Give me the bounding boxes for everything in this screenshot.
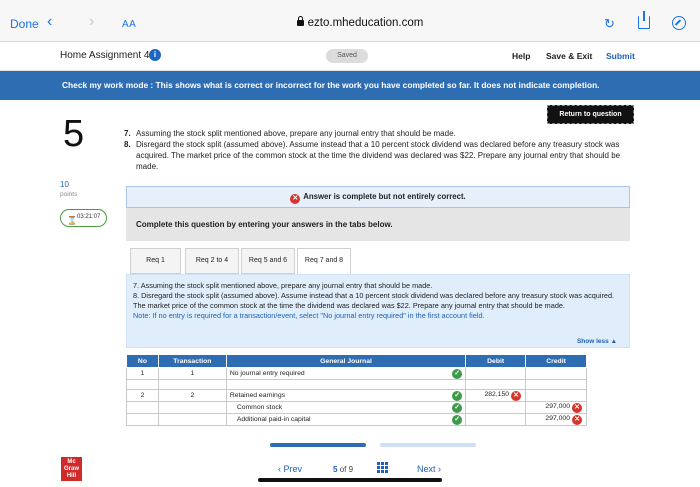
lock-icon (297, 20, 304, 26)
account-select[interactable] (226, 414, 465, 426)
save-exit-button[interactable]: Save & Exit (546, 51, 593, 61)
saved-badge: Saved (326, 49, 368, 63)
col-credit: Credit (526, 355, 587, 368)
timer-badge[interactable] (60, 209, 107, 227)
logo-line: Graw (63, 466, 79, 472)
table-row (127, 390, 587, 402)
table-row (127, 402, 587, 414)
spacer-cell (466, 380, 526, 390)
assignment-title: Home Assignment 4 (60, 50, 150, 61)
row-no: 1 (127, 368, 159, 380)
answer-status (126, 186, 630, 208)
spacer-cell (127, 380, 159, 390)
page-indicator (333, 465, 353, 474)
question-item-number: 8. (124, 140, 131, 149)
next-label: Next (417, 464, 436, 474)
timer-text: 03:21:07 (77, 214, 101, 220)
share-icon[interactable] (638, 16, 650, 29)
return-to-question-button[interactable]: Return to question (547, 105, 634, 124)
incorrect-icon: ✕ (572, 403, 582, 413)
tab-req-5-and-6[interactable]: Req 5 and 6 (241, 248, 295, 274)
grid-icon[interactable] (377, 462, 388, 473)
compass-icon[interactable] (672, 16, 686, 30)
correct-icon: ✓ (452, 369, 462, 379)
assignment-header (0, 42, 700, 71)
submit-button[interactable]: Submit (606, 51, 635, 61)
general-journal-table (126, 354, 587, 426)
incorrect-icon: ✕ (290, 194, 300, 204)
col-general-journal: General Journal (226, 355, 465, 368)
question-item (124, 139, 634, 172)
home-indicator (258, 478, 442, 482)
incorrect-icon: ✕ (572, 415, 582, 425)
prev-button[interactable] (278, 464, 302, 474)
prev-label: Prev (283, 464, 303, 474)
incorrect-icon: ✕ (511, 391, 521, 401)
chevron-right-icon: › (438, 464, 442, 474)
info-icon[interactable]: i (149, 49, 161, 61)
progress-indicator-inactive (380, 443, 476, 447)
help-button[interactable]: Help (512, 51, 531, 61)
account-select[interactable] (226, 368, 465, 380)
show-less-link[interactable]: Show less ▲ (576, 338, 617, 345)
correct-icon: ✓ (452, 391, 462, 401)
row-no (127, 414, 159, 426)
next-button[interactable] (417, 464, 441, 474)
panel-note: Note: If no entry is required for a transaction/event, select "No journal entry required" in the first account field. (133, 311, 485, 320)
question-item-text: Disregard the stock split (assumed above). Assume instead that a 10 percent stock dividend was declared before any treasury stock was acquired. The market price of the common stock at the time the dividend was declared was $22. Prepare any journal entry that should be made. (136, 140, 621, 171)
col-debit: Debit (466, 355, 526, 368)
browser-toolbar (0, 0, 700, 42)
account-text: Retained earnings (229, 392, 285, 399)
url-text: ezto.mheducation.com (307, 17, 424, 29)
panel-line-8: 8. Disregard the stock split (assumed above). Assume instead that a 10 percent stock dividend was declared before any treasury stock was acquired. The market price of the common stock at the time the dividend was declared was $22. Prepare any journal entry that should be made. (133, 291, 615, 310)
col-no: No (127, 355, 159, 368)
question-item-number: 7. (124, 129, 131, 138)
row-no: 2 (127, 390, 159, 402)
reload-icon[interactable]: ↻ (604, 16, 615, 31)
question-item-text: Assuming the stock split mentioned above, prepare any journal entry that should be made. (136, 129, 456, 138)
answer-status-text: Answer is complete but not entirely correct. (303, 192, 466, 201)
credit-input[interactable] (526, 402, 587, 414)
logo-line: Mc (67, 459, 76, 465)
mcgraw-hill-logo (61, 457, 82, 481)
done-button[interactable]: Done (10, 17, 39, 31)
row-transaction: 1 (158, 368, 226, 380)
question-number: 5 (63, 113, 85, 155)
correct-icon: ✓ (452, 415, 462, 425)
correct-icon: ✓ (452, 403, 462, 413)
back-icon[interactable]: ‹ (47, 13, 53, 30)
account-select[interactable] (226, 390, 465, 402)
page-current: 5 (333, 465, 338, 474)
spacer-cell (526, 380, 587, 390)
credit-input[interactable] (526, 368, 587, 380)
table-header-row (127, 355, 587, 368)
points-value: 10 (60, 180, 69, 189)
debit-input[interactable] (466, 402, 526, 414)
tab-req-7-and-8[interactable]: Req 7 and 8 (297, 248, 351, 274)
logo-line: Hill (66, 473, 77, 479)
debit-input[interactable] (466, 368, 526, 380)
tab-req-2-to-4[interactable]: Req 2 to 4 (185, 248, 239, 274)
debit-input[interactable] (466, 390, 526, 402)
table-row (127, 368, 587, 380)
text-size-button[interactable]: AA (122, 19, 137, 30)
instruction-box: Complete this question by entering your answers in the tabs below. (126, 208, 630, 241)
question-item (124, 128, 634, 139)
account-text: No journal entry required (229, 370, 305, 377)
spacer-cell (158, 380, 226, 390)
credit-value: 297,000 (545, 414, 570, 422)
address-bar[interactable] (280, 17, 440, 29)
tab-req-1[interactable]: Req 1 (130, 248, 181, 274)
points-label: points (60, 191, 78, 198)
chevron-left-icon: ‹ (278, 464, 281, 474)
requirement-panel (126, 274, 630, 348)
panel-line-7: 7. Assuming the stock split mentioned above, prepare any journal entry that should be made. (133, 281, 433, 290)
row-transaction (158, 414, 226, 426)
requirement-tabs (126, 241, 630, 276)
credit-value: 297,000 (545, 402, 570, 410)
hourglass-icon: ⌛ (67, 216, 77, 225)
debit-value: 282,150 (484, 390, 510, 398)
spacer-cell (226, 380, 465, 390)
account-select[interactable] (226, 402, 465, 414)
row-no (127, 402, 159, 414)
debit-input[interactable] (466, 414, 526, 426)
page-of: of (339, 465, 347, 474)
progress-indicator-active (270, 443, 366, 447)
spacer-row (127, 380, 587, 390)
credit-input[interactable] (526, 414, 587, 426)
table-row (127, 414, 587, 426)
forward-icon[interactable]: › (89, 13, 95, 30)
account-text: Common stock (236, 404, 283, 411)
page-total: 9 (348, 465, 354, 474)
credit-input[interactable] (526, 390, 587, 402)
row-transaction: 2 (158, 390, 226, 402)
account-text: Additional paid-in capital (236, 416, 311, 423)
col-transaction: Transaction (158, 355, 226, 368)
question-text (124, 128, 634, 172)
row-transaction (158, 402, 226, 414)
check-my-work-banner: Check my work mode : This shows what is correct or incorrect for the work you have completed so far. It does not indicate completion. (0, 71, 700, 100)
